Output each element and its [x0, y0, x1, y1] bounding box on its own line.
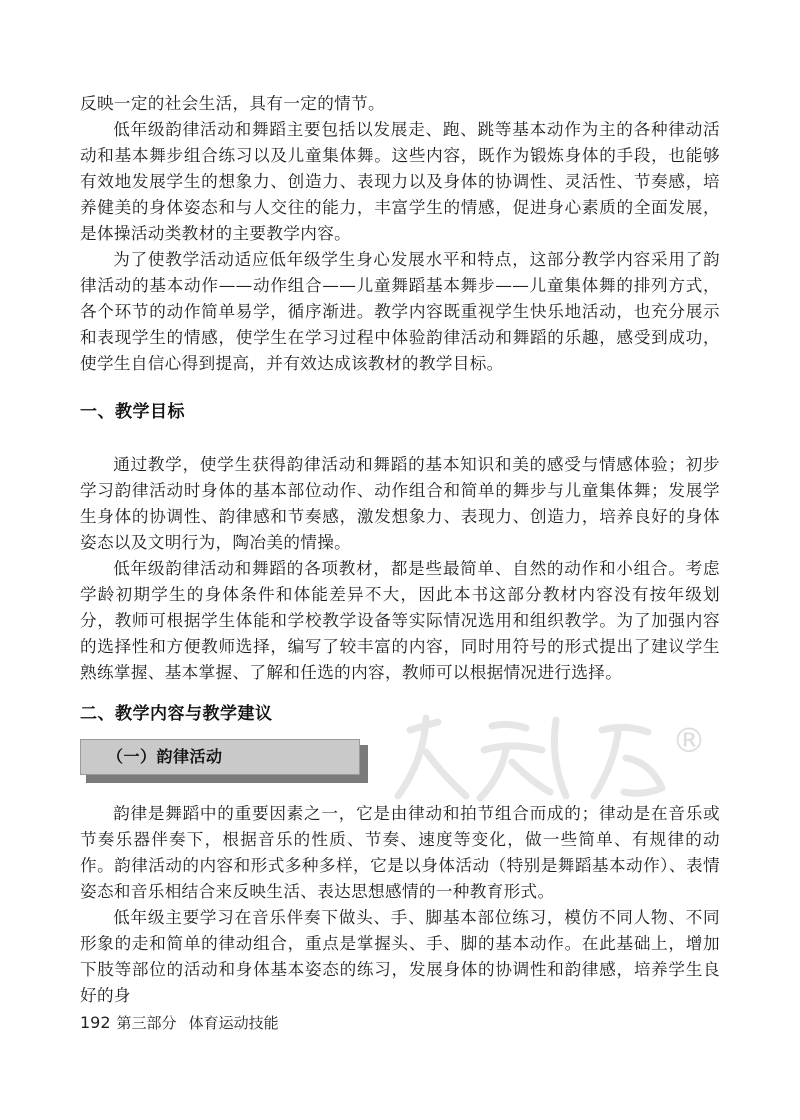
heading-teaching-goals: 一、教学目标 — [80, 402, 185, 422]
paragraph-lower-grade-learning: 低年级主要学习在音乐伴奏下做头、手、脚基本部位练习，模仿不同人物、不同形象的走和简单的律动组合，重点是掌握头、手、脚的基本动作。在此基础上，增加下肢等部位的活动和身体基本姿态的练习，发展身体的协调性和韵律感，培养学生良好的身 — [80, 908, 720, 1005]
watermark-logo — [398, 718, 662, 798]
paragraph-overview: 低年级韵律活动和舞蹈主要包括以发展走、跑、跳等基本动作为主的各种律动活动和基本舞步组合练习以及儿童集体舞。这些内容，既作为锻炼身体的手段，也能够有效地发展学生的想象力、创造力、表现力以及身体的协调性、灵活性、节奏感，培养健美的身体姿态和与人交往的能力，丰富学生的情感，促进身心素质的全面发展，是体操活动类教材的主要教学内容。 — [80, 120, 720, 243]
footer-title: 体育运动技能 — [188, 1014, 279, 1032]
page-number: 192 — [80, 1013, 111, 1032]
paragraph-rhythm-definition: 韵律是舞蹈中的重要因素之一，它是由律动和拍节组合而成的；律动是在音乐或节奏乐器伴奏下，根据音乐的性质、节奏、速度等变化，做一些简单、有规律的动作。韵律活动的内容和形式多种多样，它是以身体活动（特别是舞蹈基本动作）、表情姿态和音乐相结合来反映生活、表达思想感情的一种教育形式。 — [80, 804, 720, 901]
publisher-watermark — [380, 700, 710, 810]
paragraph-arrangement: 为了使教学活动适应低年级学生身心发展水平和特点，这部分教学内容采用了韵律活动的基本动作——动作组合——儿童舞蹈基本舞步——儿童集体舞的排列方式，各个环节的动作简单易学，循序渐进。教学内容既重视学生快乐地活动，也充分展示和表现学生的情感，使学生在学习过程中体验韵律活动和舞蹈的乐趣，感受到成功，使学生自信心得到提高，并有效达成该教材的教学目标。 — [80, 250, 720, 373]
page-footer — [80, 1012, 279, 1034]
subheading-box — [80, 739, 360, 775]
paragraph-continuation: 反映一定的社会生活，具有一定的情节。 — [80, 94, 385, 113]
paragraph-goals: 通过教学，使学生获得韵律活动和舞蹈的基本知识和美的感受与情感体验；初步学习韵律活动时身体的基本部位动作、动作组合和简单的舞步与儿童集体舞；发展学生身体的协调性、韵律感和节奏感，激发想象力、表现力、创造力，培养良好的身体姿态以及文明行为，陶冶美的情操。 — [80, 455, 720, 552]
paragraph-material-selection: 低年级韵律活动和舞蹈的各项教材，都是些最简单、自然的动作和小组合。考虑学龄初期学生的身体条件和体能差异不大，因此本书这部分教材内容没有按年级划分，教师可根据学生体能和学校教学设备等实际情况选用和组织教学。为了加强内容的选择性和方便教师选择，编写了较丰富的内容，同时用符号的形式提出了建议学生熟练掌握、基本掌握、了解和任选的内容，教师可以根据情况进行选择。 — [80, 559, 720, 682]
registered-mark: ® — [672, 721, 706, 761]
heading-content-suggestions: 二、教学内容与教学建议 — [80, 704, 273, 724]
subheading-rhythm-activities: （一）韵律活动 — [107, 747, 223, 766]
footer-section: 第三部分 — [116, 1014, 177, 1032]
